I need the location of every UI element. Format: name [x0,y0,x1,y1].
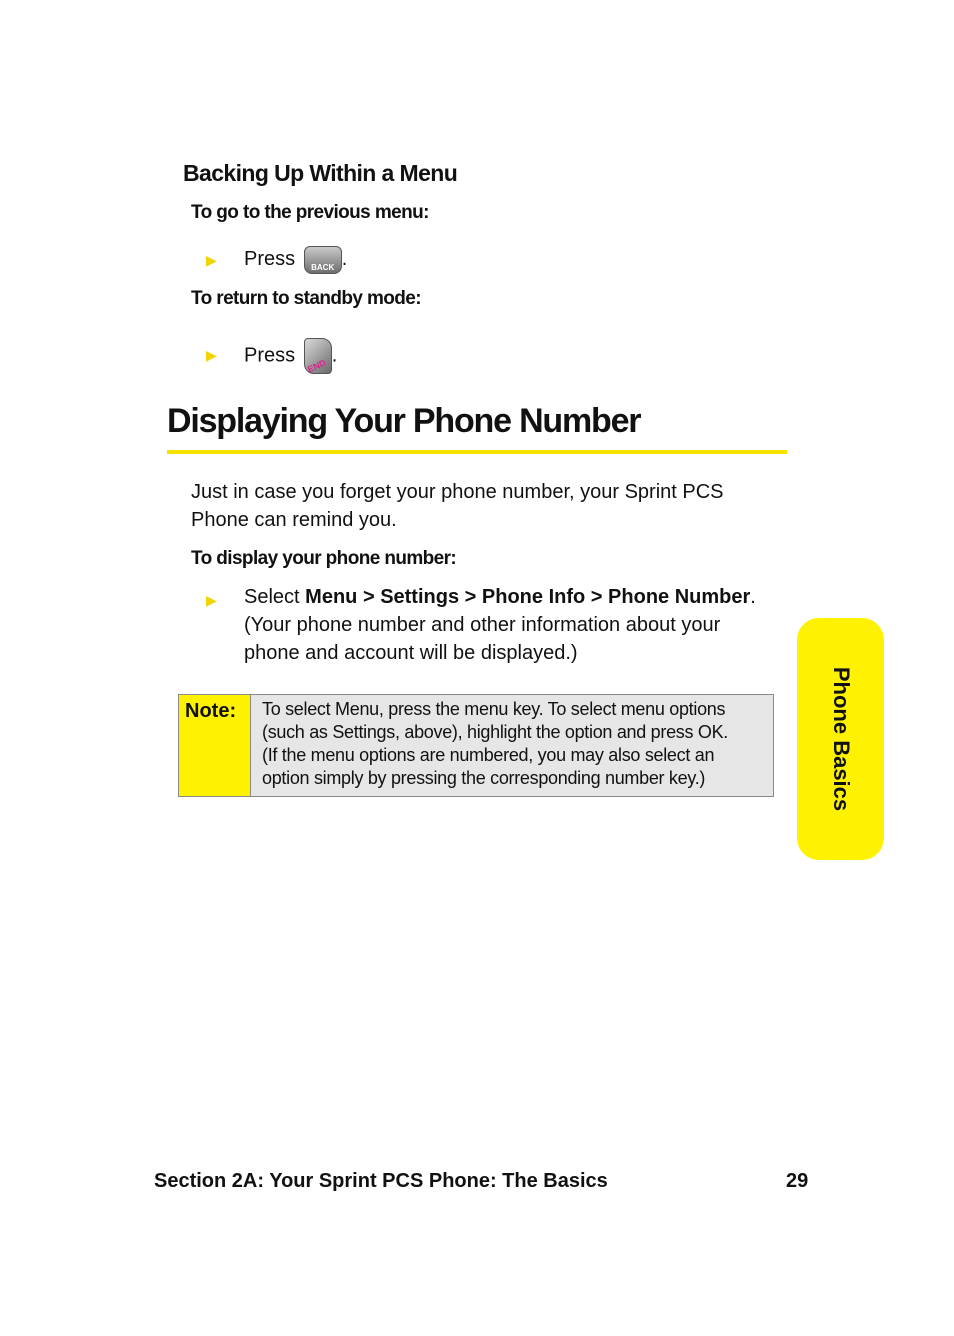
section-heading-backing-up: Backing Up Within a Menu [183,160,458,186]
step-bullet [206,585,217,614]
note-line: To select Menu, press the menu key. To select menu options [262,699,726,719]
select-text: Select [244,586,300,608]
press-back-line [244,245,347,274]
back-key-label: BACK [311,262,335,272]
standby-label: To return to standby mode: [191,288,421,309]
note-label: Note: [179,695,251,796]
note-text [262,698,762,790]
settings-term: Settings [380,586,460,608]
footer-section-title: Section 2A: Your Sprint PCS Phone: The Basics [154,1170,608,1192]
period: . [750,586,756,608]
step-press-back [206,245,217,274]
triangle-bullet-icon: ▶ [206,592,217,608]
separator: > [464,586,477,608]
intro-line: Phone can remind you. [191,509,397,531]
separator: > [590,586,603,608]
prev-menu-label: To go to the previous menu: [191,202,429,223]
separator: > [362,586,375,608]
period: . [331,344,338,367]
step-detail-line: phone and account will be displayed.) [244,642,578,664]
intro-line: Just in case you forget your phone number, your Sprint PCS [191,481,724,503]
note-line: (such as Settings, above), highlight the option and press OK. [262,722,728,742]
note-line: option simply by pressing the corresponding number key.) [262,768,706,788]
back-key-icon [304,246,342,274]
press-end-line [244,338,337,374]
intro-paragraph [191,478,791,534]
display-steps-label: To display your phone number: [191,548,457,569]
period: . [341,248,348,270]
phone-number-term: Phone Number [608,586,751,608]
note-box [178,694,774,797]
press-text: Press [244,344,296,367]
section-heading-displaying: Displaying Your Phone Number [167,402,641,440]
menu-term: Menu [305,586,358,608]
note-line: (If the menu options are numbered, you may also select an [262,745,715,765]
page-number: 29 [786,1170,809,1192]
section-side-tab [797,618,884,860]
step-select-phone-number [244,583,784,667]
end-key-icon [304,338,332,374]
side-tab-label: Phone Basics [828,666,854,812]
heading-underline [167,450,787,454]
triangle-bullet-icon: ▶ [206,347,217,363]
press-text: Press [244,248,296,270]
phone-info-term: Phone Info [481,586,586,608]
step-press-end [206,340,217,369]
step-detail-line: (Your phone number and other information about your [244,614,721,636]
step-path [244,583,784,611]
triangle-bullet-icon: ▶ [206,252,217,268]
end-key-label: END [305,357,328,375]
